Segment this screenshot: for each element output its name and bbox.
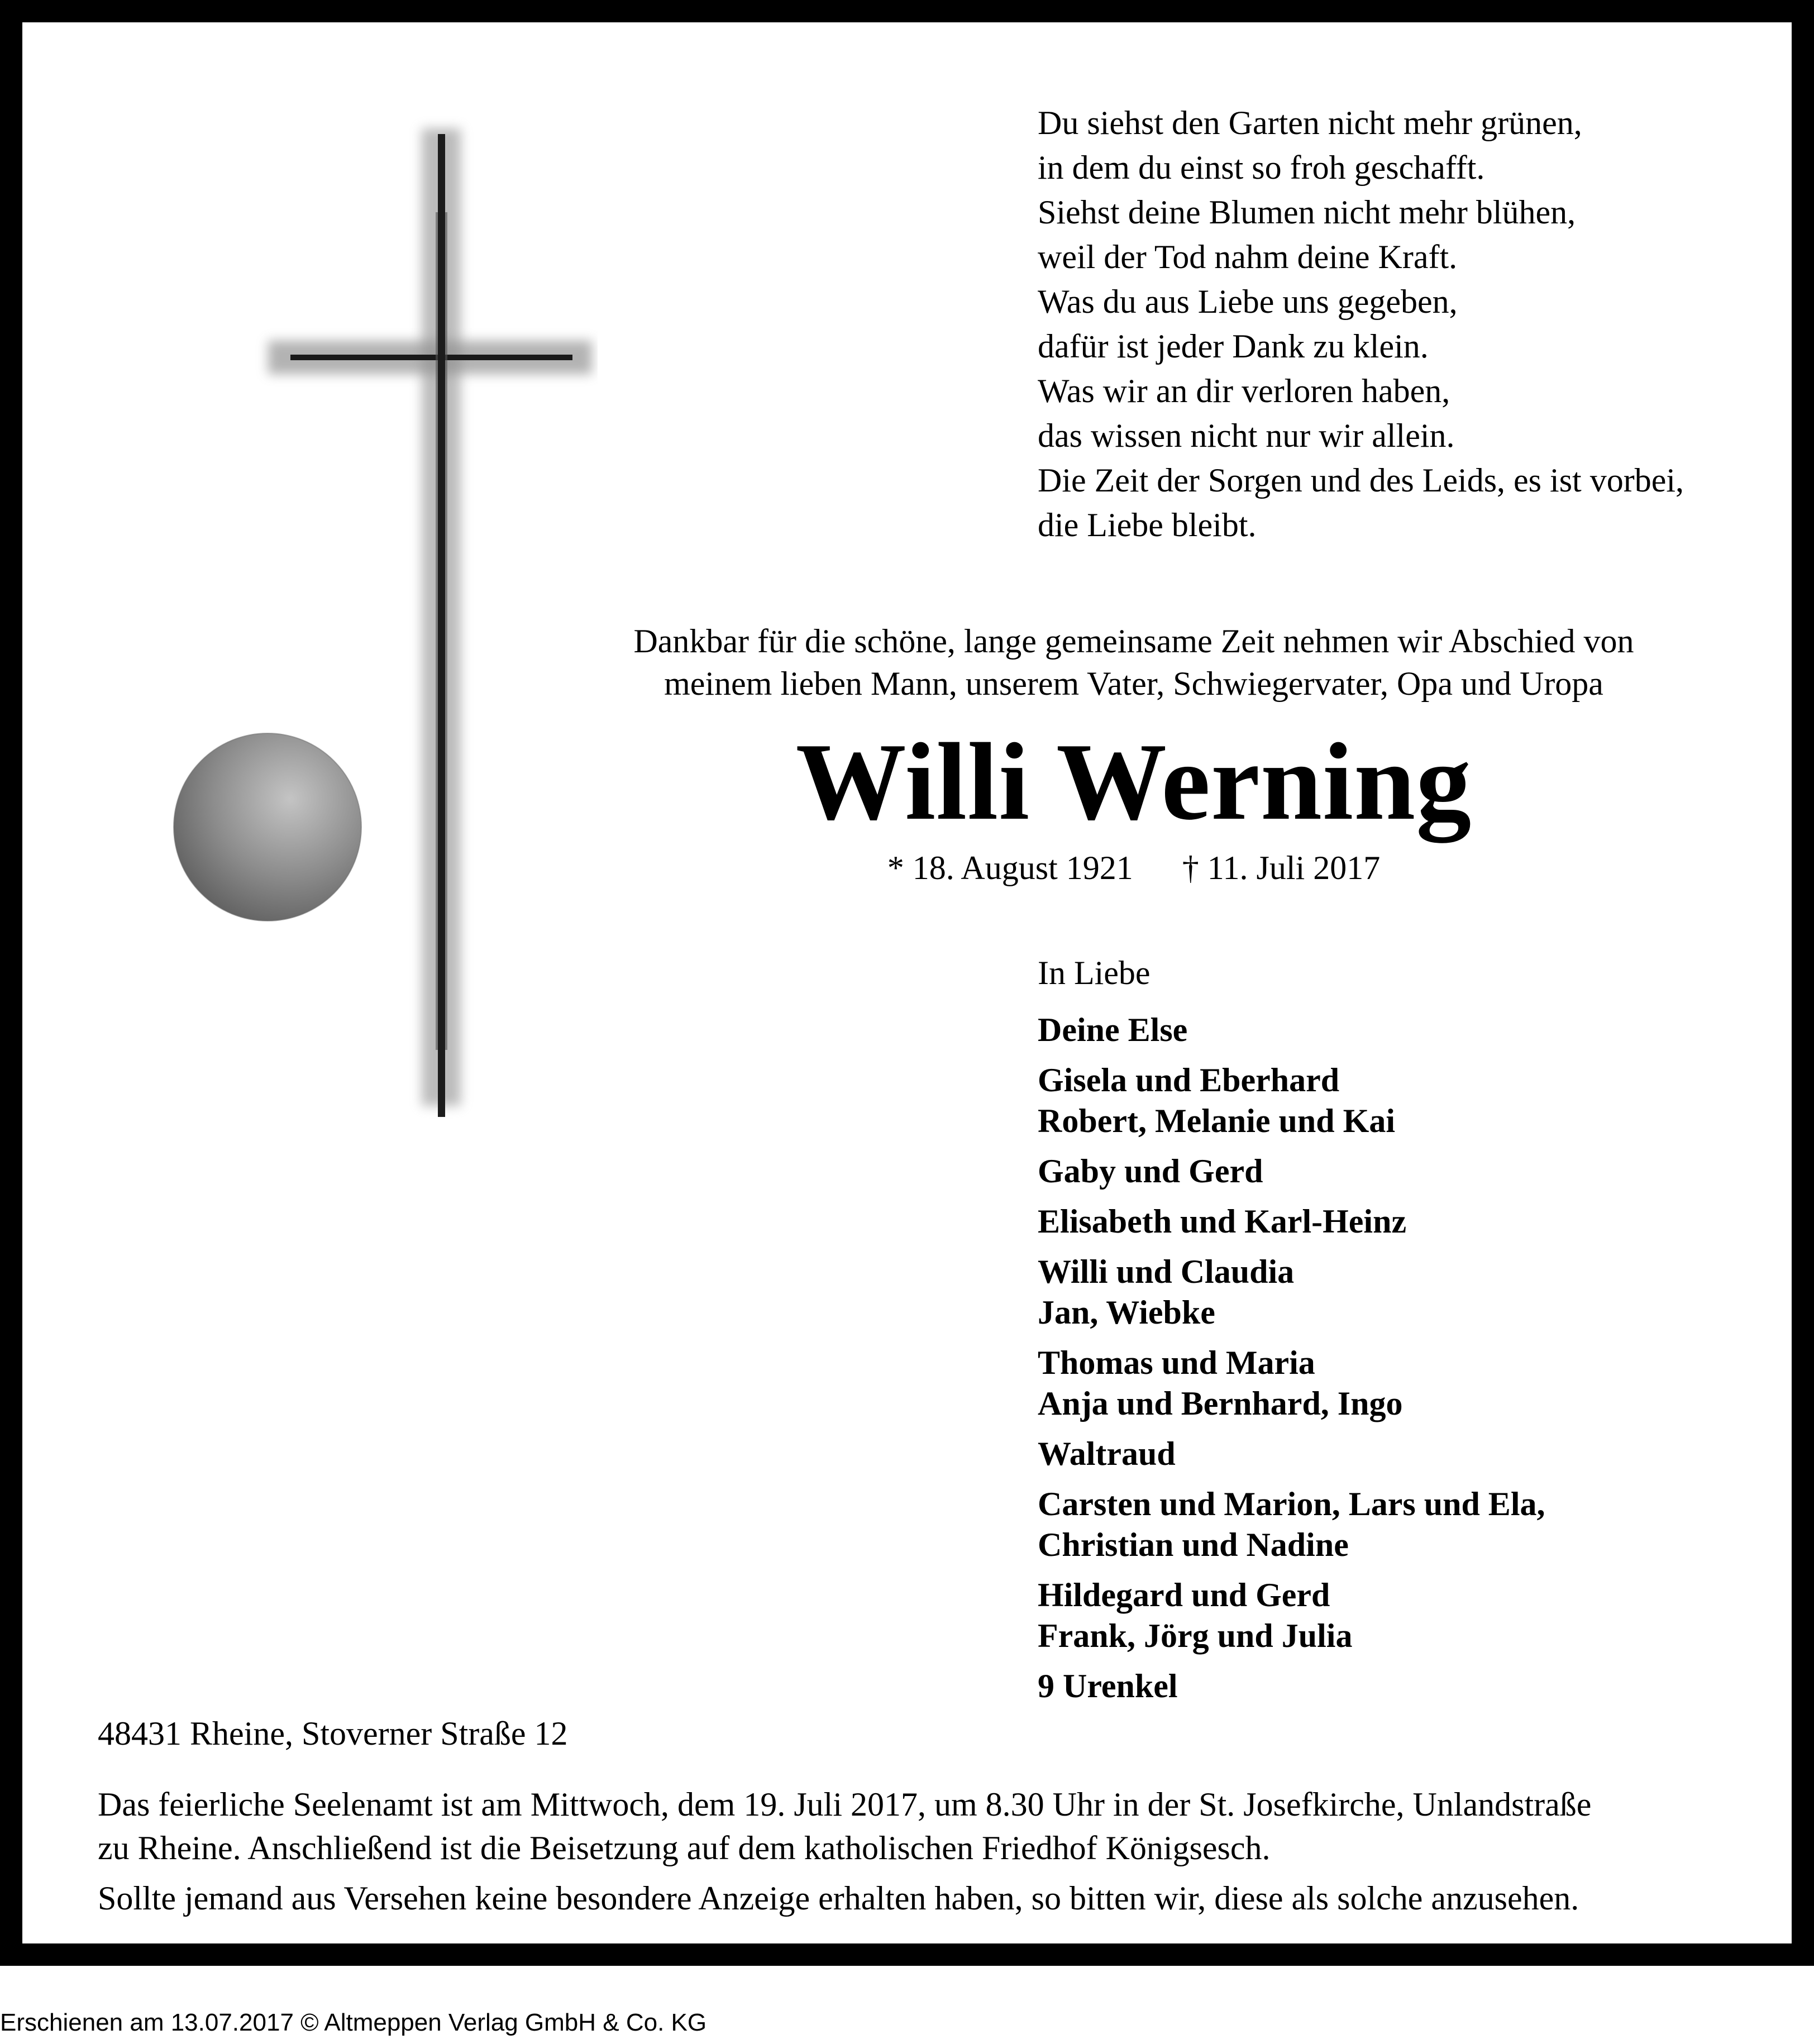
mourner-line: Gaby und Gerd bbox=[1038, 1153, 1263, 1190]
mourner-line: Willi und Claudia bbox=[1038, 1253, 1295, 1290]
closing-phrase: In Liebe bbox=[1038, 954, 1151, 991]
poem-line: Die Zeit der Sorgen und des Leids, es ist vorbei, bbox=[1038, 462, 1684, 499]
deceased-name: Willi Werning bbox=[795, 720, 1472, 843]
mourner-line: Carsten und Marion, Lars und Ela, bbox=[1038, 1486, 1545, 1522]
farewell-intro bbox=[514, 620, 1754, 705]
sphere-graphic bbox=[172, 732, 363, 923]
poem-line: die Liebe bleibt. bbox=[1038, 507, 1257, 543]
life-dates bbox=[514, 847, 1754, 889]
mourner-line: Robert, Melanie und Kai bbox=[1038, 1102, 1395, 1139]
mourner-group bbox=[1038, 1484, 1808, 1565]
intro-line: meinem lieben Mann, unserem Vater, Schwiegervater, Opa und Uropa bbox=[664, 665, 1603, 702]
mourner-line: 9 Urenkel bbox=[1038, 1668, 1178, 1704]
service-line: zu Rheine. Anschließend ist die Beisetzung auf dem katholischen Friedhof Königsesch. bbox=[98, 1830, 1271, 1866]
sphere-icon bbox=[172, 732, 363, 923]
poem-line: das wissen nicht nur wir allein. bbox=[1038, 417, 1455, 454]
poem-line: Was du aus Liebe uns gegeben, bbox=[1038, 283, 1458, 320]
mourner-group bbox=[1038, 1666, 1808, 1707]
publication-footer: Erschienen am 13.07.2017 © Altmeppen Verlag GmbH & Co. KG bbox=[0, 2009, 707, 2036]
birth-date: * 18. August 1921 bbox=[887, 849, 1133, 886]
mourner-group bbox=[1038, 1434, 1808, 1474]
poem-line: in dem du einst so froh geschafft. bbox=[1038, 149, 1485, 186]
mourner-group bbox=[1038, 1151, 1808, 1192]
intro-line: Dankbar für die schöne, lange gemeinsame Zeit nehmen wir Abschied von bbox=[633, 623, 1634, 660]
mourner-group bbox=[1038, 1575, 1808, 1656]
mourner-line: Thomas und Maria bbox=[1038, 1344, 1315, 1381]
death-date: † 11. Juli 2017 bbox=[1182, 849, 1381, 886]
mourner-line: Elisabeth und Karl-Heinz bbox=[1038, 1203, 1407, 1240]
mourner-line: Frank, Jörg und Julia bbox=[1038, 1617, 1353, 1654]
mourner-line: Deine Else bbox=[1038, 1011, 1188, 1048]
mourner-line: Christian und Nadine bbox=[1038, 1526, 1349, 1563]
service-line: Das feierliche Seelenamt ist am Mittwoch, dem 19. Juli 2017, um 8.30 Uhr in der St. Josefkirche, Unlandstraße bbox=[98, 1786, 1592, 1823]
family-address: 48431 Rheine, Stoverner Straße 12 bbox=[98, 1715, 568, 1752]
mourner-group bbox=[1038, 1010, 1808, 1050]
mourner-group bbox=[1038, 1252, 1808, 1333]
mourner-group bbox=[1038, 1201, 1808, 1242]
mourner-line: Hildegard und Gerd bbox=[1038, 1577, 1330, 1613]
notice-note: Sollte jemand aus Versehen keine besondere Anzeige erhalten haben, so bitten wir, diese als solche anzusehen. bbox=[98, 1880, 1579, 1917]
mourner-group bbox=[1038, 1060, 1808, 1142]
poem bbox=[1038, 101, 1797, 547]
poem-line: Du siehst den Garten nicht mehr grünen, bbox=[1038, 104, 1582, 141]
mourner-group bbox=[1038, 1343, 1808, 1424]
mourner-line: Jan, Wiebke bbox=[1038, 1294, 1215, 1331]
mourner-line: Anja und Bernhard, Ingo bbox=[1038, 1385, 1403, 1422]
poem-line: weil der Tod nahm deine Kraft. bbox=[1038, 238, 1458, 275]
mourners-list bbox=[1038, 1010, 1808, 1716]
mourner-line: Gisela und Eberhard bbox=[1038, 1062, 1340, 1099]
poem-line: dafür ist jeder Dank zu klein. bbox=[1038, 328, 1429, 365]
poem-line: Was wir an dir verloren haben, bbox=[1038, 372, 1450, 409]
service-notice bbox=[98, 1783, 1784, 1920]
poem-line: Siehst deine Blumen nicht mehr blühen, bbox=[1038, 194, 1576, 231]
mourner-line: Waltraud bbox=[1038, 1435, 1176, 1472]
